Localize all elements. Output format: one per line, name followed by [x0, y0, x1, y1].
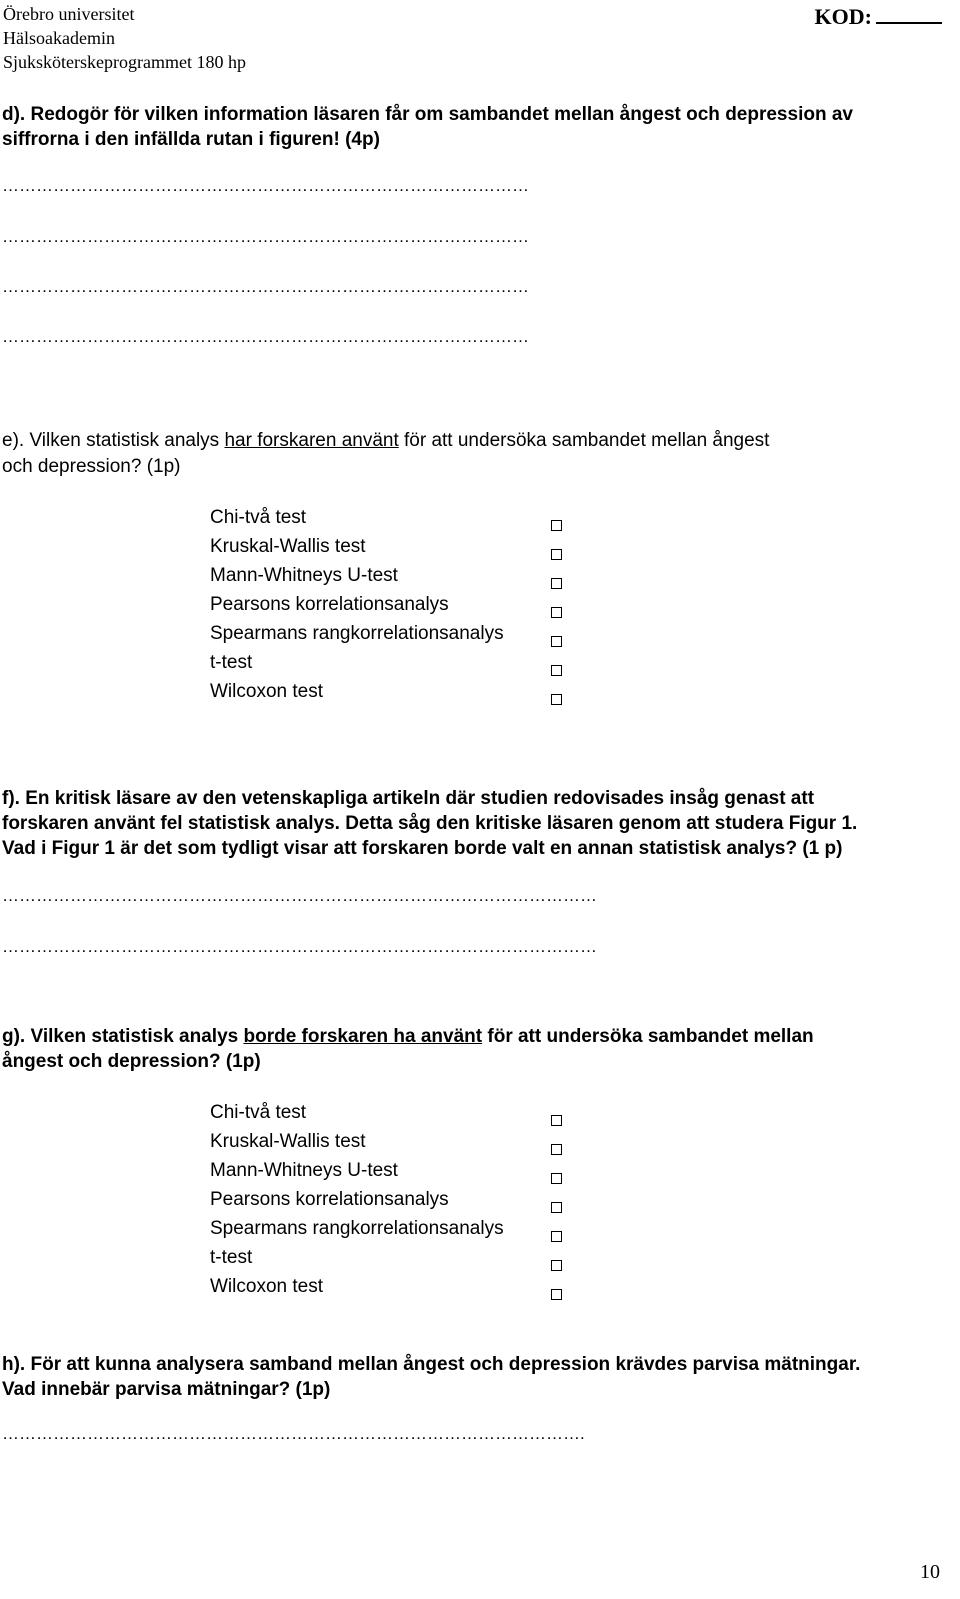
kod-field [815, 2, 942, 30]
answer-line-d-2: ………………………………………………………………………………… [2, 227, 529, 246]
checkbox-e-kruskal[interactable] [551, 549, 562, 560]
option-g-kruskal: Kruskal-Wallis test [210, 1131, 366, 1152]
question-h-line2: Vad innebär parvisa mätningar? (1p) [2, 1379, 331, 1400]
question-h-line1: h). För att kunna analysera samband mellan ångest och depression krävdes parvisa mätningar. [2, 1354, 861, 1375]
option-e-mannwhitney: Mann-Whitneys U-test [210, 565, 398, 586]
answer-line-f-1: …………………………………………………………………………………………… [2, 886, 597, 905]
checkbox-e-spearman[interactable] [551, 636, 562, 647]
kod-blank [876, 2, 942, 24]
question-g-prefix: g). Vilken statistisk analys [2, 1026, 244, 1047]
checkbox-g-spearman[interactable] [551, 1231, 562, 1242]
option-e-chi2: Chi-två test [210, 507, 307, 528]
option-e-pearson: Pearsons korrelationsanalys [210, 594, 449, 615]
option-e-kruskal: Kruskal-Wallis test [210, 536, 366, 557]
option-g-chi2: Chi-två test [210, 1102, 307, 1123]
checkbox-e-chi2[interactable] [551, 520, 562, 531]
question-e-line1 [2, 428, 769, 453]
question-e-underlined: har forskaren använt [224, 430, 399, 451]
option-g-pearson: Pearsons korrelationsanalys [210, 1189, 449, 1210]
question-g-line2: ångest och depression? (1p) [2, 1051, 261, 1072]
answer-line-d-4: ………………………………………………………………………………… [2, 327, 529, 346]
option-g-wilcoxon: Wilcoxon test [210, 1276, 323, 1297]
option-e-wilcoxon: Wilcoxon test [210, 681, 323, 702]
question-e-prefix: e). Vilken statistisk analys [2, 430, 225, 451]
option-e-ttest: t-test [210, 652, 253, 673]
question-e-suffix: för att undersöka sambandet mellan ångest [398, 430, 770, 451]
header-academy: Hälsoakademin [3, 28, 115, 48]
option-e-spearman: Spearmans rangkorrelationsanalys [210, 623, 504, 644]
kod-label: KOD: [814, 4, 872, 29]
option-g-spearman: Spearmans rangkorrelationsanalys [210, 1218, 504, 1239]
checkbox-g-wilcoxon[interactable] [551, 1289, 562, 1300]
question-f-line3: Vad i Figur 1 är det som tydligt visar att forskaren borde valt en annan statistisk analys? (1 p) [2, 838, 843, 859]
checkbox-g-mannwhitney[interactable] [551, 1173, 562, 1184]
question-g-line1 [2, 1024, 814, 1049]
checkbox-e-wilcoxon[interactable] [551, 694, 562, 705]
answer-line-h-1: …………………………………………………………………………………………. [2, 1424, 585, 1443]
checkbox-g-pearson[interactable] [551, 1202, 562, 1213]
checkbox-e-pearson[interactable] [551, 607, 562, 618]
question-g-suffix: för att undersöka sambandet mellan [482, 1026, 814, 1047]
question-d-line1: d). Redogör för vilken information läsaren får om sambandet mellan ångest och depression av [2, 104, 853, 125]
answer-line-d-3: ………………………………………………………………………………… [2, 277, 529, 296]
question-d-line2: siffrorna i den infällda rutan i figuren! (4p) [2, 129, 380, 150]
question-f-line1: f). En kritisk läsare av den vetenskapliga artikeln där studien redovisades insåg genast att [2, 788, 815, 809]
question-f-line2: forskaren använt fel statistisk analys. Detta såg den kritiske läsaren genom att studera Figur 1. [2, 813, 858, 834]
header-university: Örebro universitet [3, 4, 135, 24]
checkbox-g-kruskal[interactable] [551, 1144, 562, 1155]
answer-line-d-1: ………………………………………………………………………………… [2, 176, 529, 195]
checkbox-g-chi2[interactable] [551, 1115, 562, 1126]
question-e-line2: och depression? (1p) [2, 456, 181, 477]
header-program: Sjuksköterskeprogrammet 180 hp [3, 52, 246, 72]
option-g-mannwhitney: Mann-Whitneys U-test [210, 1160, 398, 1181]
answer-line-f-2: …………………………………………………………………………………………… [2, 937, 597, 956]
option-g-ttest: t-test [210, 1247, 253, 1268]
checkbox-e-ttest[interactable] [551, 665, 562, 676]
checkbox-g-ttest[interactable] [551, 1260, 562, 1271]
checkbox-e-mannwhitney[interactable] [551, 578, 562, 589]
question-g-underlined: borde forskaren ha använt [243, 1026, 483, 1047]
page-number: 10 [920, 1561, 940, 1583]
